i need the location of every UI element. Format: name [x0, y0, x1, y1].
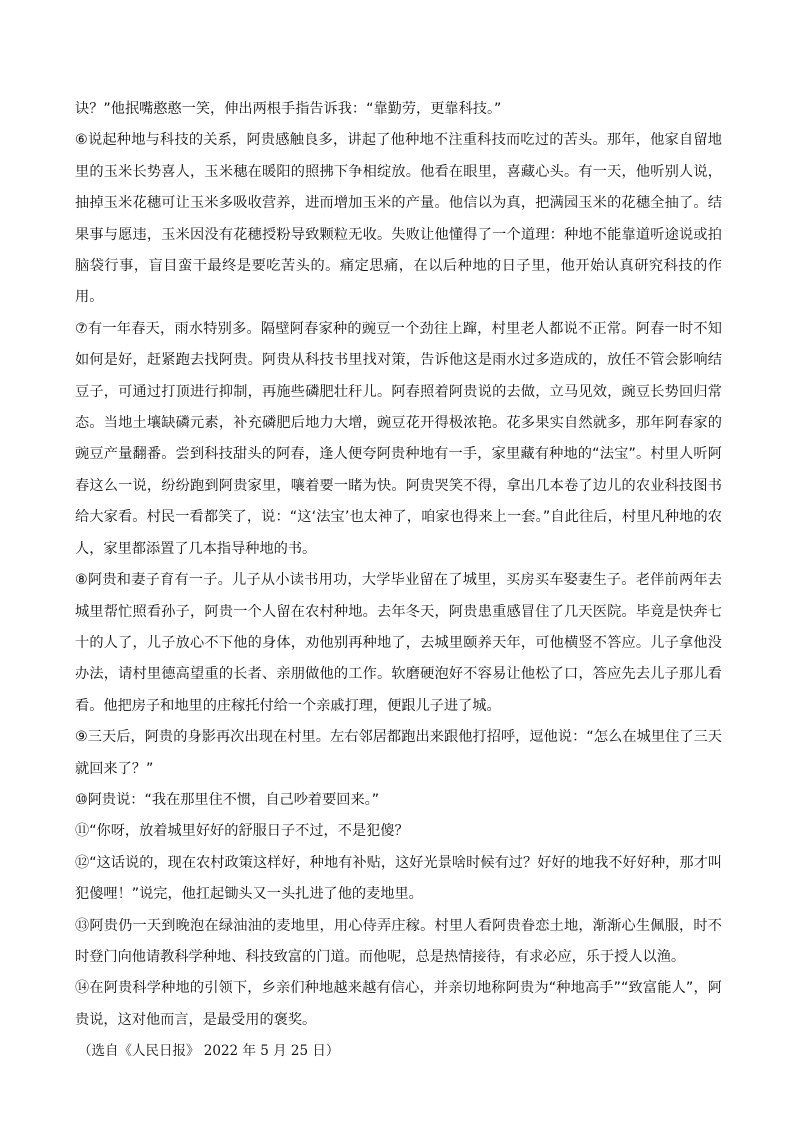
paragraph-9: ⑨三天后，阿贵的身影再次出现在村里。左右邻居都跑出来跟他打招呼，逗他说：“怎么在城里住了三天就回来了？”: [75, 729, 722, 777]
paragraph-8: ⑧阿贵和妻子育有一子。儿子从小读书用功，大学毕业留在了城里，买房买车娶妻生子。老伴前两年去城里帮忙照看孙子，阿贵一个人留在农村种地。去年冬天，阿贵患重感冒住了几天医院。毕竟是快奔七十的人了，儿子放心不下他的身体，劝他别再种地了，去城里颐养天年，可他横竖不答应。儿子拿他没办法，请村里德高望重的长者、亲朋做他的工作。软磨硬泡好不容易让他松了口，答应先去儿子那儿看看。他把房子和地里的庄稼托付给一个亲戚打理，便跟儿子进了城。: [75, 572, 722, 714]
paragraph-14: ⑭在阿贵科学种地的引领下，乡亲们种地越来越有信心，并亲切地称阿贵为“种地高手”“致富能人”，阿贵说，这对他而言，是最受用的褒奖。: [75, 980, 722, 1028]
paragraph-10: ⑩阿贵说：“我在那里住不惯，自己吵着要回来。”: [75, 791, 380, 808]
paragraph-11: ⑪“你呀，放着城里好好的舒服日子不过，不是犯傻？: [75, 823, 409, 840]
paragraph-12: ⑫“这话说的，现在农村政策这样好，种地有补贴，这好光景啥时候有过？好好的地我不好好种，那才叫犯傻哩！”说完，他扛起锄头又一头扎进了他的麦地里。: [75, 854, 722, 903]
paragraph-7: ⑦有一年春天，雨水特别多。隔壁阿春家种的豌豆一个劲往上蹿，村里老人都说不正常。阿春一时不知如何是好，赶紧跑去找阿贵。阿贵从科技书里找对策，告诉他这是雨水过多造成的，放任不管会影响结豆子，可通过打顶进行抑制，再施些磷肥壮秆儿。阿春照着阿贵说的去做，立马见效，豌豆长势回归常态。当地土壤缺磷元素，补充磷肥后地力大增，豌豆花开得极浓艳。花多果实自然就多，那年阿春家的豌豆产量翻番。尝到科技甜头的阿春，逢人便夸阿贵种地有一手，家里藏有种地的“法宝”。村里人听阿春这么一说，纷纷跑到阿贵家里，嚷着要一睹为快。阿贵哭笑不得，拿出几本卷了边儿的农业科技图书给大家看。村民一看都笑了，说：“这‘法宝’也太神了，咱家也得来上一套。”自此往后，村里凡种地的农人，家里都添置了几本指导种地的书。: [75, 320, 722, 557]
source-citation: （选自《人民日报》 2022 年 5 月 25 日）: [78, 1043, 340, 1060]
paragraph-13: ⑬阿贵仍一天到晚泡在绿油油的麦地里，用心侍弄庄稼。村里人看阿贵眷恋土地，渐渐心生佩服，时不时登门向他请教科学种地、科技致富的门道。而他呢，总是热情接待，有求必应，乐于授人以渔。: [75, 917, 722, 965]
paragraph-5-tail: 诀？”他抿嘴憨憨一笑，伸出两根手指告诉我：“靠勤劳，更靠科技。”: [75, 101, 502, 117]
paragraph-6: ⑥说起种地与科技的关系，阿贵感触良多，讲起了他种地不注重科技而吃过的苦头。那年，他家自留地里的玉米长势喜人，玉米穗在暖阳的照拂下争相绽放。他看在眼里，喜藏心头。有一天，他听别人说，抽掉玉米花穗可让玉米多吸收营养，进而增加玉米的产量。他信以为真，把满园玉米的花穗全抽了。结果事与愿违，玉米因没有花穗授粉导致颗粒无收。失败让他懂得了一个道理：种地不能靠道听途说或拍脑袋行事，盲目蛮干最终是要吃苦头的。痛定思痛，在以后种地的日子里，他开始认真研究科技的作用。: [75, 132, 722, 306]
